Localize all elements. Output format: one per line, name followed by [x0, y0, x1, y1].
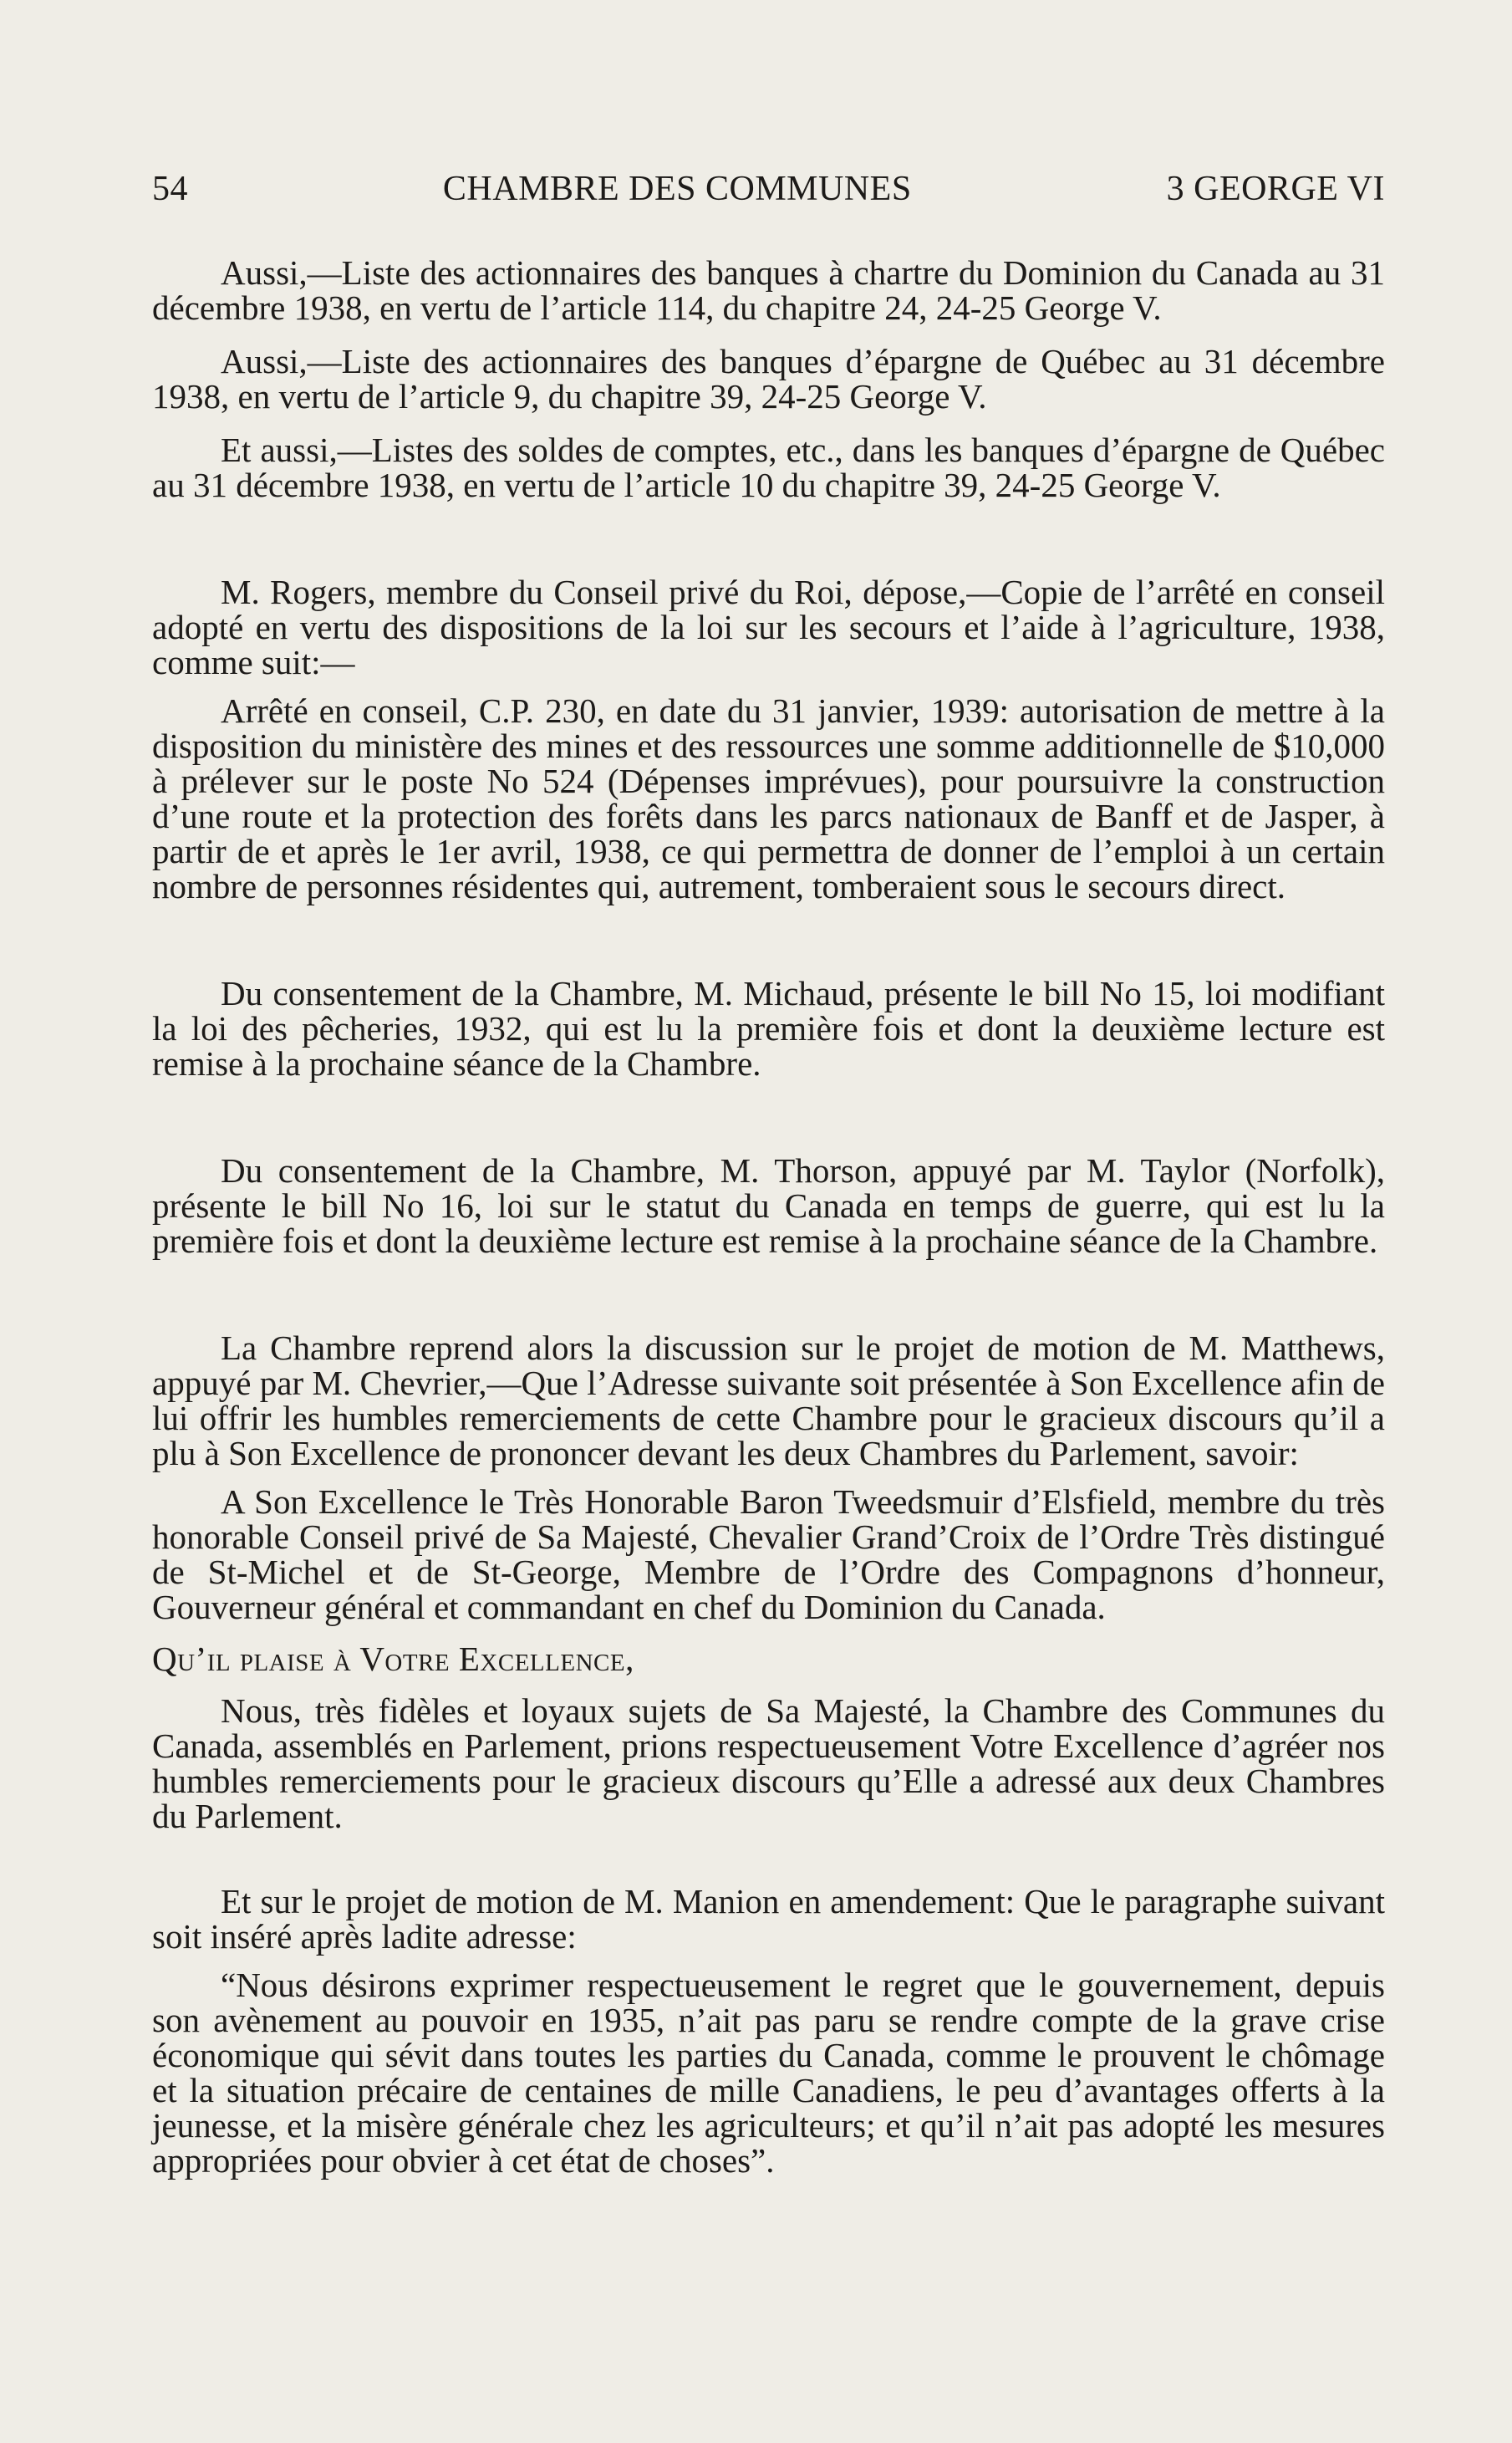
paragraph-5: Arrêté en conseil, C.P. 230, en date du 31 janvier, 1939: autorisation de mettre à la disposition du ministère des mines et des ressources une somme additionnelle de $10,000 à prélever sur le poste No 524 (Dépenses imprévues), pour poursuivre la construction d’une route et la protection des forêts dans les parcs nationaux de Banff et de Jasper, à partir de et après le 1er avril, 1938, ce qui permettra de donner de l’emploi à un certain nombre de personnes résidentes qui, autrement, tomberaient sous le secours direct.: [152, 691, 1385, 905]
paragraph-8: La Chambre reprend alors la discussion sur le projet de motion de M. Matthews, appuyé par M. Chevrier,—Que l’Adresse suivante soit présentée à Son Excellence afin de lui offrir les humbles remerciements de cette Chambre pour le gracieux discours qu’il a plu à Son Excellence de prononcer devant les deux Chambres du Parlement, savoir:: [152, 1329, 1385, 1472]
paragraph-9: A Son Excellence le Très Honorable Baron Tweedsmuir d’Elsfield, membre du très honorable Conseil privé de Sa Majesté, Chevalier Grand’Croix de l’Ordre Très distingué de St-Michel et de St-George, Membre de l’Ordre des Compagnons d’honneur, Gouverneur général et commandant en chef du Dominion du Canada.: [152, 1482, 1385, 1626]
paragraph-10: Nous, très fidèles et loyaux sujets de Sa Majesté, la Chambre des Communes du Canada, assemblés en Parlement, prions respectueusement Votre Excellence d’agréer nos humbles remerciements pour le gracieux discours qu’Elle a adressé aux deux Chambres du Parlement.: [152, 1691, 1385, 1835]
paragraph-12: “Nous désirons exprimer respectueusement le regret que le gouvernement, depuis son avènement au pouvoir en 1935, n’ait pas paru se rendre compte de la grave crise économique qui sévit dans toutes les parties du Canada, comme le prouvent le chômage et la situation précaire de centaines de mille Canadiens, le peu d’avantages offerts à la jeunesse, et la misère générale chez les agriculteurs; et qu’il n’ait pas adopté les mesures appropriées pour obvier à cet état de choses”.: [152, 1966, 1385, 2180]
paragraph-7: Du consentement de la Chambre, M. Thorson, appuyé par M. Taylor (Norfolk), présente le bill No 16, loi sur le statut du Canada en temps de guerre, qui est lu la première fois et dont la deuxième lecture est remise à la prochaine séance de la Chambre.: [152, 1151, 1385, 1260]
page-number: 54: [152, 170, 188, 208]
paragraph-4: M. Rogers, membre du Conseil privé du Roi, dépose,—Copie de l’arrêté en conseil adopté en vertu des dispositions de la loi sur les secours et l’aide à l’agriculture, 1938, comme suit:—: [152, 573, 1385, 681]
paragraph-6: Du consentement de la Chambre, M. Michaud, présente le bill No 15, loi modifiant la loi des pêcheries, 1932, qui est lu la première fois et dont la deuxième lecture est remise à la prochaine séance de la Chambre.: [152, 974, 1385, 1083]
salutation: Qu’il plaise à Votre Excellence,: [152, 1640, 634, 1678]
running-title: CHAMBRE DES COMMUNES: [442, 170, 912, 208]
paragraph-11: Et sur le projet de motion de M. Manion en amendement: Que le paragraphe suivant soit inséré après ladite adresse:: [152, 1882, 1385, 1956]
paragraph-2: Aussi,—Liste des actionnaires des banques d’épargne de Québec au 31 décembre 1938, en vertu de l’article 9, du chapitre 39, 24-25 George V.: [152, 342, 1385, 416]
paragraph-1: Aussi,—Liste des actionnaires des banques à chartre du Dominion du Canada au 31 décembre 1938, en vertu de l’article 114, du chapitre 24, 24-25 George V.: [152, 253, 1385, 327]
page-header: [152, 171, 1385, 207]
paragraph-3: Et aussi,—Listes des soldes de comptes, etc., dans les banques d’épargne de Québec au 31 décembre 1938, en vertu de l’article 10 du chapitre 39, 24-25 George V.: [152, 431, 1385, 504]
session-label: 3 GEORGE VI: [1166, 170, 1385, 208]
